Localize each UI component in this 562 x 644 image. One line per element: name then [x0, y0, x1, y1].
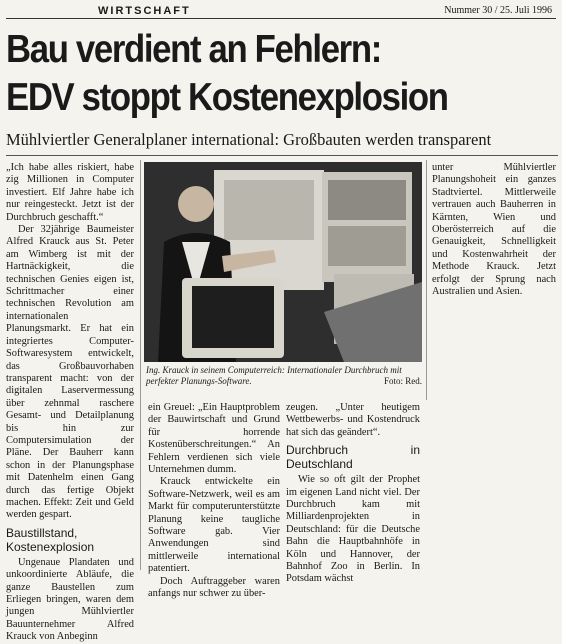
paragraph: Ungenaue Plandaten und unkoordinierte Abläufe, die ganze Baustellen zum Erliegen bringen, waren dem jungen Mühlviertler Bauunternehmer Alfred Krauck von Anbeginn [6, 556, 134, 643]
photo-caption [146, 365, 422, 387]
section-heading: Durchbruch in Deutschland [286, 443, 420, 472]
paragraph: Krauck entwickelte ein Software-Netzwerk, weil es am Markt für computerunterstützte Planung keine taugliche Software gab. Vier Anwendungen sind mittlerweile international patentiert. [148, 476, 280, 575]
article-column-1 [6, 162, 134, 644]
photo-credit: Foto: Red. [383, 376, 422, 386]
paragraph: zeugen. „Unter heutigem Wettbewerbs- und Kostendruck hat sich das geändert“. [286, 402, 420, 438]
article-photo [144, 162, 422, 362]
article-column-4 [432, 162, 556, 298]
article-column-3 [286, 402, 420, 586]
column-divider [426, 160, 427, 400]
divider [6, 155, 558, 156]
paragraph: „Ich habe alles riskiert, habe zig Millionen in Computer investiert. Elf Jahre habe ich nur reingesteckt. Jetzt ist der Durchbruch geschafft.“ [6, 162, 134, 223]
top-bar [6, 4, 556, 19]
column-divider [140, 160, 141, 570]
article-column-2 [148, 402, 280, 601]
headline-line-2: EDV stoppt Kostenexplosion [6, 76, 448, 119]
section-label: WIRTSCHAFT [98, 5, 191, 17]
subheadline: Mühlviertler Generalplaner international: Großbauten werden transparent [6, 130, 492, 149]
paragraph: Der 32jährige Baumeister Alfred Krauck aus St. Peter am Wimberg ist mit der Hartnäckigkeit, die technischen Genies eigen ist, Schrittmacher einer technischen Revolution am internationalen Planungsmarkt. Er hat ein integriertes Computer-Softwaresystem entwickelt, das Großbauvorhaben transparent macht: von der digitalen Laservermessung über zehnmal raschere Gesamt- und Detailplanung bis hin zur Computersimulation der Pläne. Der Bauherr kann schon in der Planungsphase mit Datenhelm einen Gang durch das fertige Objekt machen. Effekt: Zeit und Geld werden gespart. [6, 224, 134, 521]
paragraph: unter Mühlviertler Planungshoheit ein ganzes Stadtviertel. Mittlerweile vertrauen auch Bauherren in Kärnten, Wien und Oberösterreich auf die Genauigkeit, Schnelligkeit und Kostenwahrheit der Methode Krauck. Jetzt erfolgt der Sprung nach Australien und Asien. [432, 162, 556, 298]
section-heading: Baustillstand, Kostenexplosion [6, 525, 95, 554]
caption-text: Ing. Krauck in seinem Computerreich: Internationaler Durchbruch mit perfekter Planungs-Software. [146, 365, 402, 386]
headline-line-1: Bau verdient an Fehlern: [6, 28, 381, 71]
paragraph: ein Greuel: „Ein Hauptproblem der Bauwirtschaft und Grund für horrende Kostenüberschreitungen.“ An Fehlern verdienen sich viele Unternehmen dumm. [148, 402, 280, 476]
photo-illustration [144, 162, 422, 362]
paragraph: Wie so oft gilt der Prophet im eigenen Land nicht viel. Der Durchbruch kam mit Milliardenprojekten in Deutschland: für die Deutsche Bahn die Hauptbahnhöfe in Köln und Hannover, der Bahnhof Zoo in Berlin. In Potsdam wächst [286, 474, 420, 585]
issue-date: Nummer 30 / 25. Juli 1996 [444, 5, 552, 16]
paragraph: Doch Auftraggeber waren anfangs nur schwer zu über- [148, 575, 280, 600]
